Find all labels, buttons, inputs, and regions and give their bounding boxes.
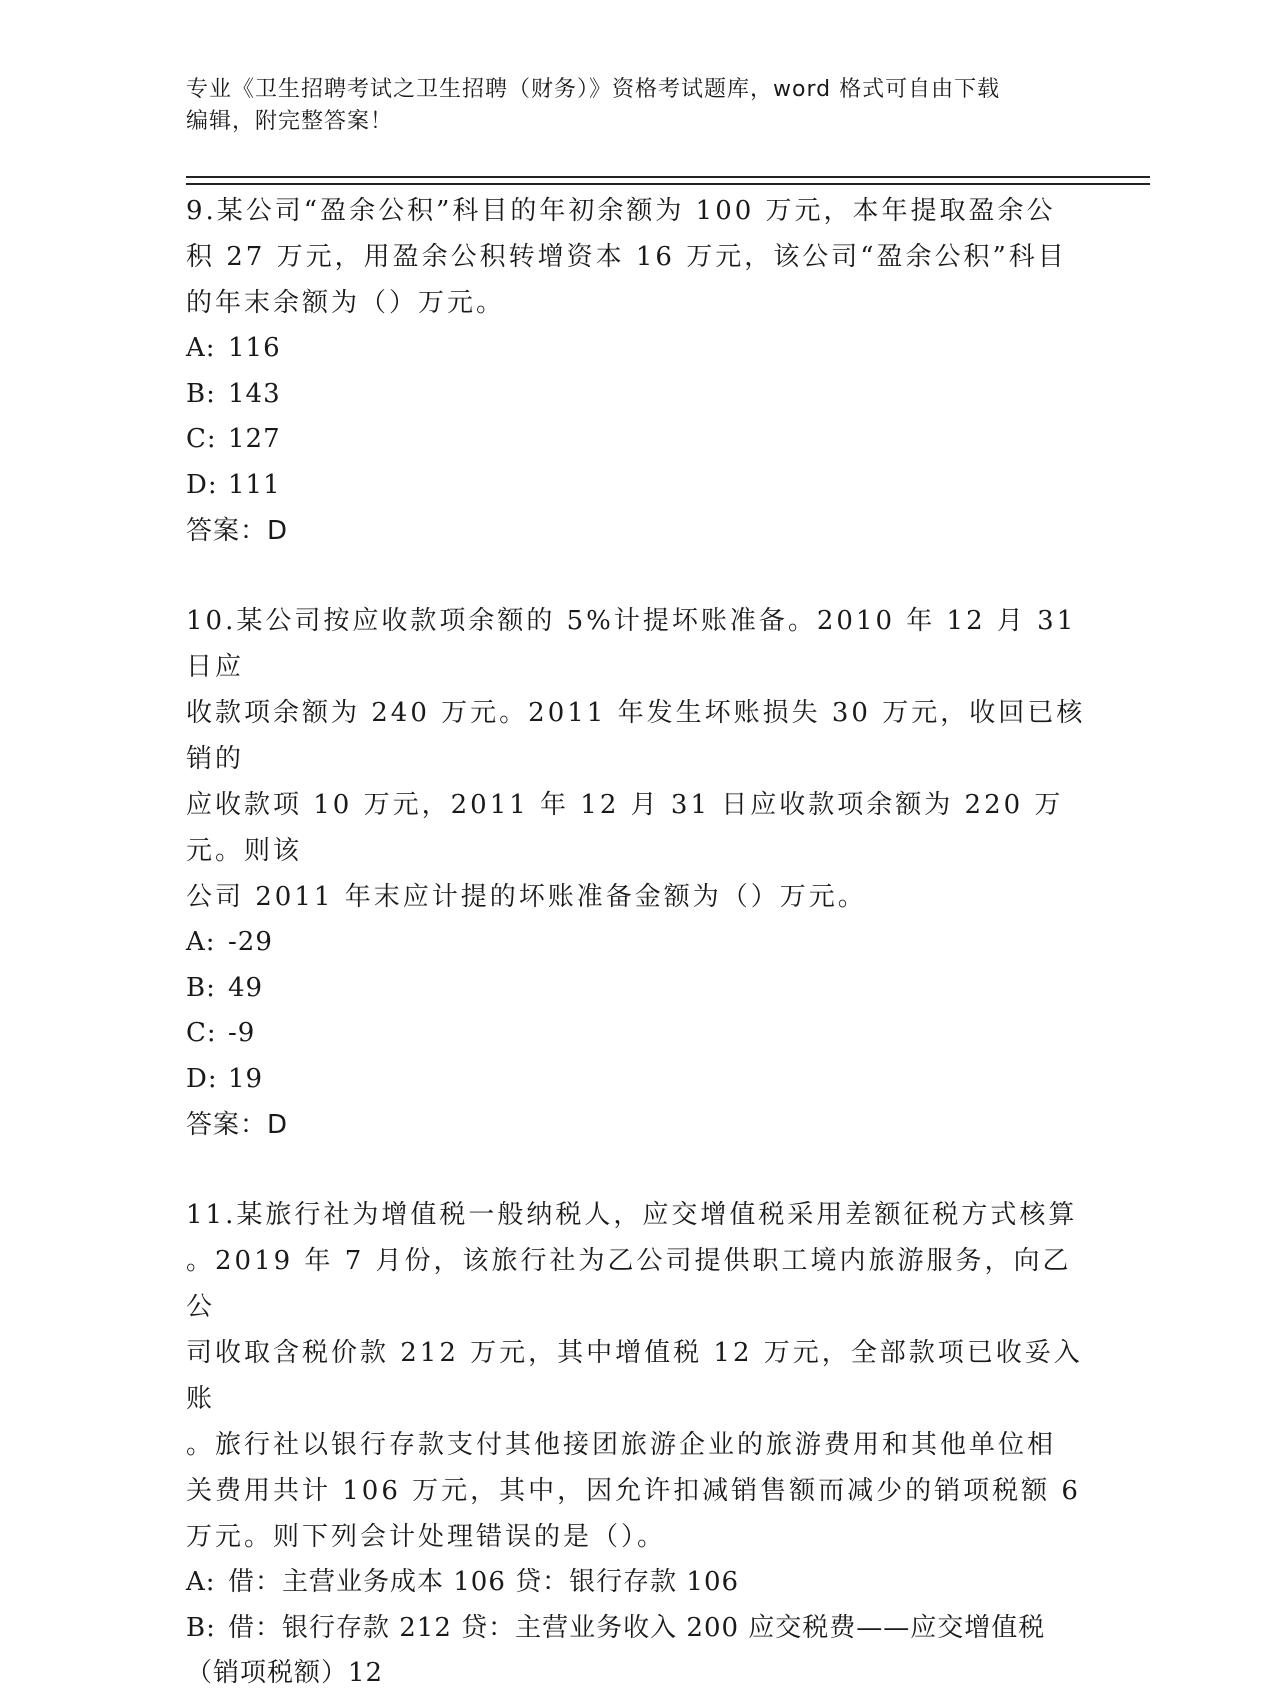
option-b [186, 1606, 1086, 1652]
header-divider-bottom [186, 183, 1150, 185]
option-text: 111 [228, 469, 281, 500]
header-line-2: 编辑，附完整答案！ [186, 109, 394, 134]
option-text: 借：银行存款 212 贷：主营业务收入 200 应交税费——应交增值税 [228, 1612, 1046, 1643]
option-letter: A: [186, 333, 216, 363]
answer-label: 答案：D [186, 1110, 289, 1140]
option-text: 143 [228, 378, 281, 409]
option-text: -9 [228, 1018, 256, 1048]
question-9 [186, 188, 1086, 554]
question-10 [186, 598, 1086, 1148]
option-d [186, 463, 1086, 509]
option-letter: A: [186, 927, 216, 957]
header-line-1: 专业《卫生招聘考试之卫生招聘（财务）》资格考试题库，word 格式可自由下载 [186, 77, 1001, 102]
header-divider-top [186, 176, 1150, 178]
question-line: 10.某公司按应收款项余额的 5%计提坏账准备。2010 年 12 月 31 日应 [186, 606, 1077, 682]
option-letter: B: [186, 972, 216, 1003]
option-text: -29 [228, 927, 273, 957]
option-letter: A: [186, 1567, 216, 1597]
document-header [186, 74, 1086, 138]
option-text: 借：主营业务成本 106 贷：银行存款 106 [228, 1567, 740, 1597]
question-line: 万元。则下列会计处理错误的是（）。 [186, 1522, 667, 1552]
option-b-continued [186, 1651, 1086, 1697]
question-line: 关费用共计 106 万元，其中，因允许扣减销售额而减少的销项税额 6 [186, 1476, 1081, 1506]
option-letter: B: [186, 1612, 216, 1643]
option-b [186, 966, 1086, 1012]
option-b [186, 372, 1086, 418]
answer-label: 答案：D [186, 516, 289, 546]
option-text: 116 [228, 333, 281, 363]
question-line: 9.某公司“盈余公积”科目的年初余额为 100 万元，本年提取盈余公 [186, 196, 1056, 226]
option-letter: B: [186, 378, 216, 409]
option-text: 19 [228, 1063, 264, 1094]
option-letter: D: [186, 1063, 218, 1094]
question-line: 积 27 万元，用盈余公积转增资本 16 万元，该公司“盈余公积”科目 [186, 242, 1067, 272]
question-list [186, 188, 1086, 1697]
option-a [186, 326, 1086, 372]
option-text: 49 [228, 972, 264, 1003]
question-11 [186, 1192, 1086, 1697]
option-text: 127 [228, 424, 281, 454]
option-a [186, 920, 1086, 966]
question-text [186, 1192, 1086, 1560]
question-line: 收款项余额为 240 万元。2011 年发生坏账损失 30 万元，收回已核销的 [186, 698, 1086, 774]
option-letter: D: [186, 469, 218, 500]
question-text [186, 188, 1086, 326]
option-letter: C: [186, 1018, 217, 1048]
question-line: 11.某旅行社为增值税一般纳税人，应交增值税采用差额征税方式核算 [186, 1200, 1078, 1230]
option-d [186, 1057, 1086, 1103]
question-line: 。2019 年 7 月份，该旅行社为乙公司提供职工境内旅游服务，向乙公 [186, 1246, 1072, 1322]
option-c [186, 417, 1086, 463]
option-a [186, 1560, 1086, 1606]
question-text [186, 598, 1086, 920]
question-line: 公司 2011 年末应计提的坏账准备金额为（）万元。 [186, 882, 867, 912]
option-text: （销项税额）12 [186, 1658, 384, 1688]
option-c [186, 1011, 1086, 1057]
option-letter: C: [186, 424, 217, 454]
question-line: 司收取含税价款 212 万元，其中增值税 12 万元，全部款项已收妥入账 [186, 1338, 1083, 1414]
question-line: 应收款项 10 万元，2011 年 12 月 31 日应收款项余额为 220 万元。则该 [186, 790, 1064, 866]
question-line: 。旅行社以银行存款支付其他接团旅游企业的旅游费用和其他单位相 [186, 1430, 1057, 1460]
question-line: 的年末余额为（）万元。 [186, 288, 506, 318]
